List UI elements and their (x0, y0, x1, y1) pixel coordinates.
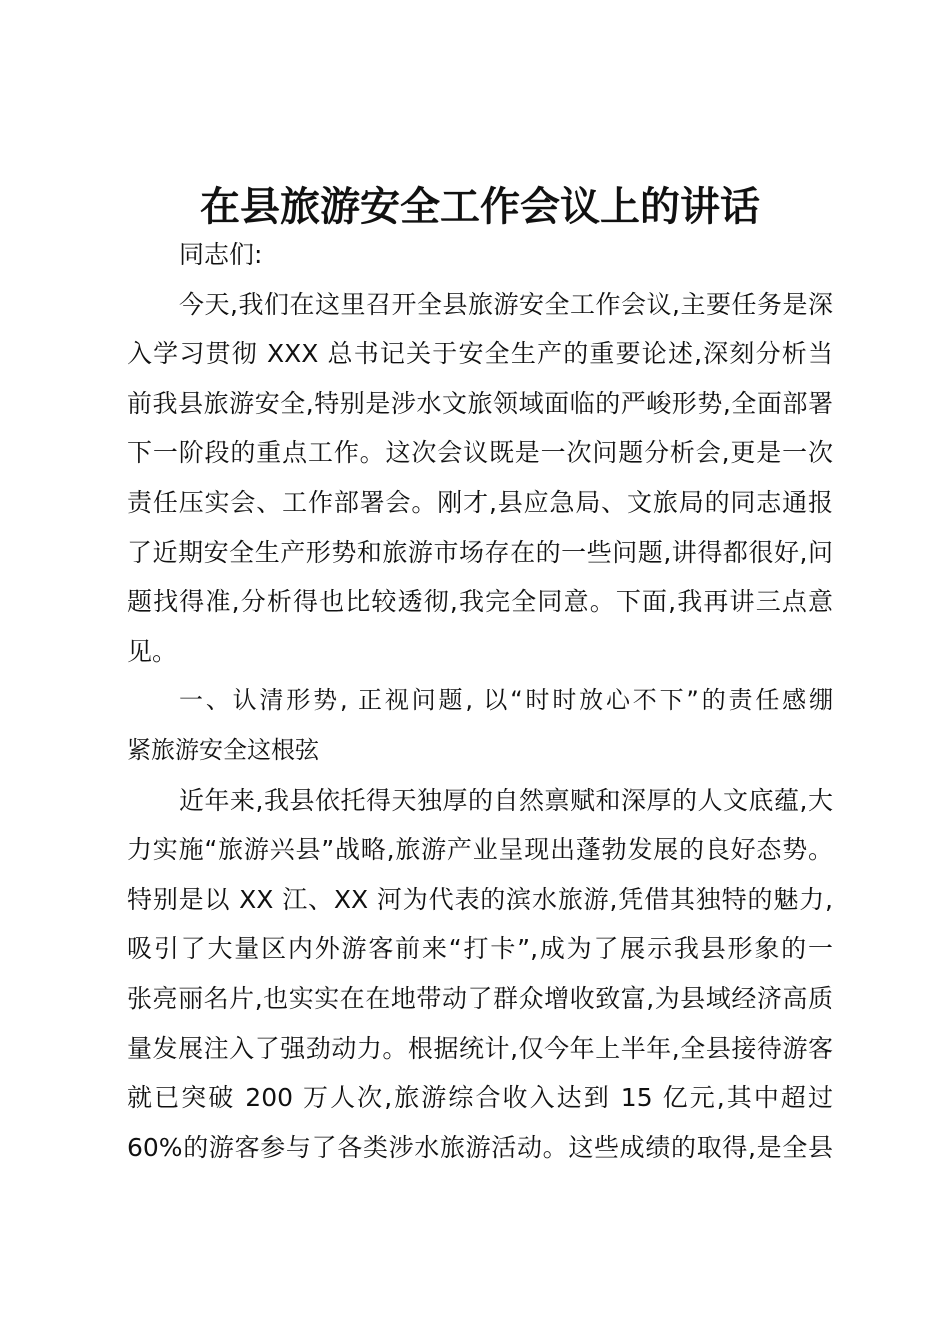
text-line: 吸引了大量区内外游客前来“打卡”,成为了展示我县形象的一 (127, 934, 833, 964)
section-heading (127, 676, 833, 775)
text-line: 特别是以 XX 江、XX 河为代表的滨水旅游,凭借其独特的魅力, (127, 884, 833, 914)
text-line: 入学习贯彻 XXX 总书记关于安全生产的重要论述,深刻分析当 (127, 339, 833, 369)
text-line: 题找得准,分析得也比较透彻,我完全同意。下面,我再讲三点意 (127, 587, 833, 617)
text-line: 量发展注入了强劲动力。根据统计,仅今年上半年,全县接待游客 (127, 1033, 833, 1063)
text-line: 一、认清形势, 正视问题, 以“时时放心不下”的责任感绷 (179, 686, 833, 715)
paragraph (127, 776, 833, 1173)
text-line: 下一阶段的重点工作。这次会议既是一次问题分析会,更是一次 (127, 438, 833, 468)
text-line: 今天,我们在这里召开全县旅游安全工作会议,主要任务是深 (179, 289, 833, 319)
text-line: 前我县旅游安全,特别是涉水文旅领域面临的严峻形势,全面部署 (127, 388, 833, 418)
text-line: 60%的游客参与了各类涉水旅游活动。这些成绩的取得,是全县 (127, 1132, 833, 1162)
text-line: 张亮丽名片,也实实在在地带动了群众增收致富,为县域经济高质 (127, 983, 833, 1013)
text-line: 了近期安全生产形势和旅游市场存在的一些问题,讲得都很好,问 (127, 537, 833, 567)
salutation: 同志们: (179, 240, 263, 269)
text-line: 就已突破 200 万人次,旅游综合收入达到 15 亿元,其中超过 (127, 1083, 833, 1113)
document-body (127, 230, 833, 1172)
text-line: 责任压实会、工作部署会。刚才,县应急局、文旅局的同志通报 (127, 487, 833, 517)
paragraphs (127, 280, 833, 1173)
text-line: 见。 (127, 636, 178, 666)
text-line: 近年来,我县依托得天独厚的自然禀赋和深厚的人文底蕴,大 (179, 785, 833, 815)
text-line: 紧旅游安全这根弦 (127, 735, 319, 764)
paragraph (127, 280, 833, 677)
document-title: 在县旅游安全工作会议上的讲话 (200, 184, 760, 230)
text-line: 力实施“旅游兴县”战略,旅游产业呈现出蓬勃发展的良好态势。 (127, 835, 833, 865)
